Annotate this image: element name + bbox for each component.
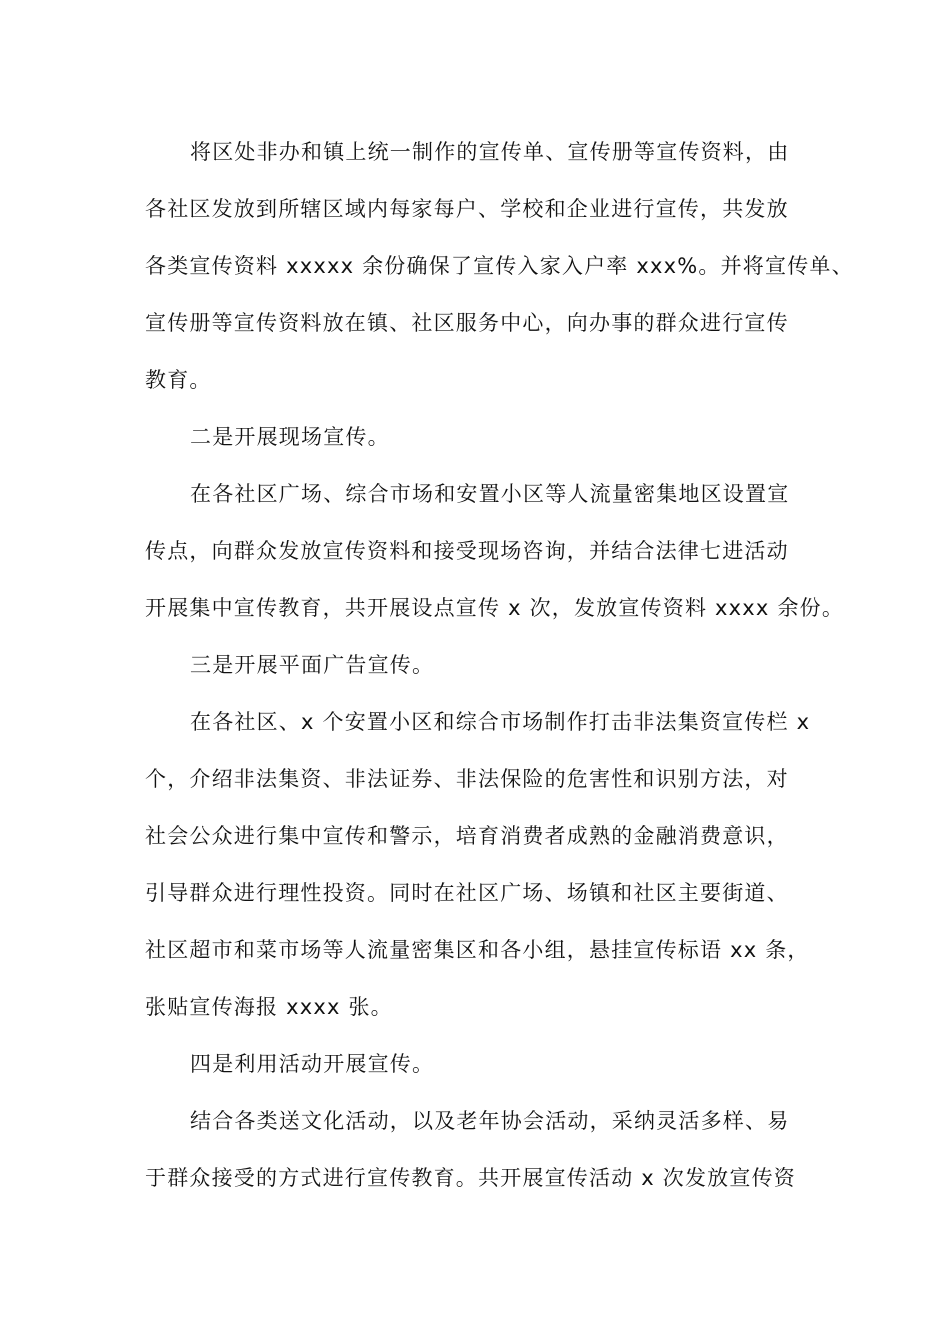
paragraph-2-line-1: 在各社区广场、综合市场和安置小区等人流量密集地区设置宣 (190, 482, 790, 506)
paragraph-1-line-1: 将区处非办和镇上统一制作的宣传单、宣传册等宣传资料，由 (190, 140, 790, 164)
paragraph-3-line-4: 引导群众进行理性投资。同时在社区广场、场镇和社区主要街道、 (145, 881, 789, 905)
paragraph-2-line-3: 开展集中宣传教育，共开展设点宣传 x 次，发放宣传资料 xxxx 余份。 (145, 596, 845, 620)
paragraph-2-line-2: 传点，向群众发放宣传资料和接受现场咨询，并结合法律七进活动 (145, 539, 789, 563)
paragraph-1-line-2: 各社区发放到所辖区域内每家每户、学校和企业进行宣传，共发放 (145, 197, 789, 221)
paragraph-1-line-5: 教育。 (145, 368, 212, 392)
paragraph-3-line-2: 个，介绍非法集资、非法证券、非法保险的危害性和识别方法，对 (145, 767, 789, 791)
section-heading-3: 三是开展平面广告宣传。 (190, 653, 435, 677)
paragraph-3-line-5: 社区超市和菜市场等人流量密集区和各小组，悬挂宣传标语 xx 条， (145, 938, 810, 962)
section-heading-4: 四是利用活动开展宣传。 (190, 1052, 435, 1076)
paragraph-4-line-2: 于群众接受的方式进行宣传教育。共开展宣传活动 x 次发放宣传资 (145, 1166, 796, 1190)
paragraph-3-line-1: 在各社区、x 个安置小区和综合市场制作打击非法集资宣传栏 x (190, 710, 811, 734)
paragraph-4-line-1: 结合各类送文化活动，以及老年协会活动，采纳灵活多样、易 (190, 1109, 790, 1133)
paragraph-3-line-3: 社会公众进行集中宣传和警示，培育消费者成熟的金融消费意识， (145, 824, 789, 848)
paragraph-1-line-4: 宣传册等宣传资料放在镇、社区服务中心，向办事的群众进行宣传 (145, 311, 789, 335)
section-heading-2: 二是开展现场宣传。 (190, 425, 390, 449)
paragraph-3-line-6: 张贴宣传海报 xxxx 张。 (145, 995, 393, 1019)
paragraph-1-line-3: 各类宣传资料 xxxxx 余份确保了宣传入家入户率 xxx%。并将宣传单、 (145, 254, 854, 278)
